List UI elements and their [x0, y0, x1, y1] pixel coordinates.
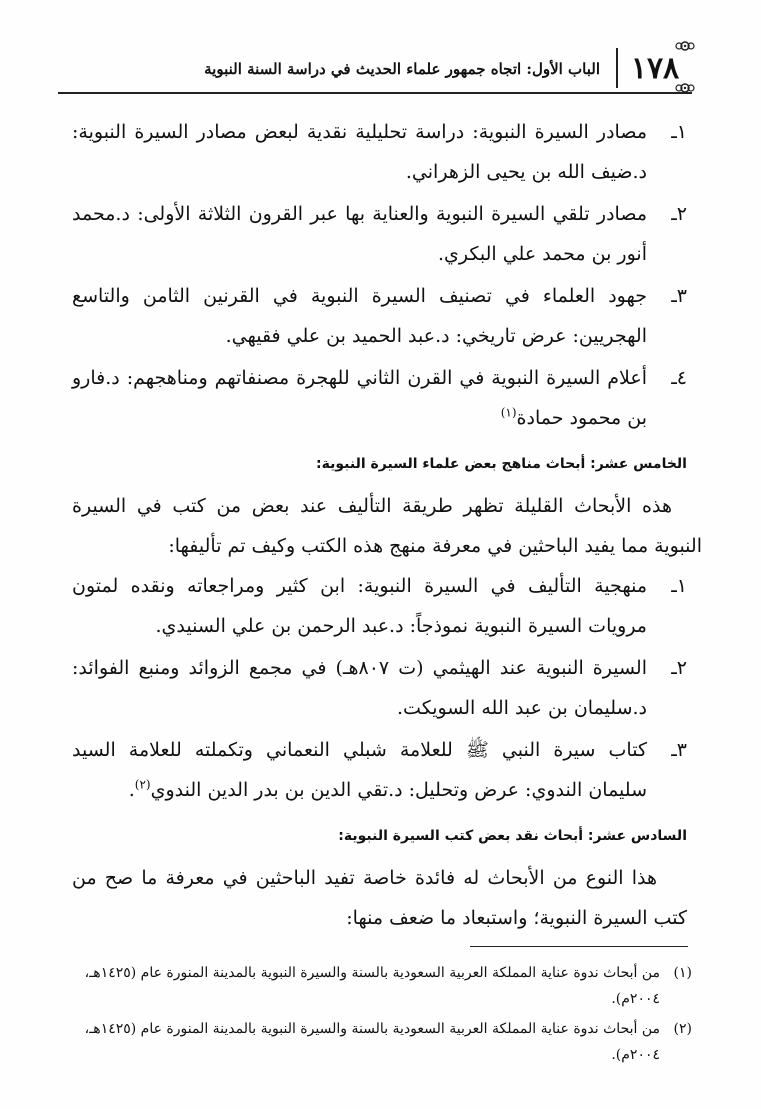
- footnote-text: من أبحاث ندوة عناية المملكة العربية السعودية بالسنة والسيرة النبوية بالمدينة المنورة عام (١٤٢٥هـ، ٢٠٠٤م).: [84, 965, 660, 1007]
- list-item: [72, 276, 687, 356]
- footnote-number: (٢): [673, 1021, 692, 1037]
- item-text: جهود العلماء في تصنيف السيرة النبوية في القرنين الثامن والتاسع الهجريين: عرض تاريخي: د.عبد الحميد بن علي فقيهي.: [72, 285, 647, 347]
- item-number: ٣ـ: [671, 739, 687, 761]
- item-tail: .: [128, 779, 135, 801]
- list-item: [72, 730, 687, 810]
- sources-list: [72, 112, 687, 438]
- footnote-ref: (١): [500, 405, 517, 420]
- item-number: ١ـ: [671, 575, 687, 597]
- footnote-text: من أبحاث ندوة عناية المملكة العربية السعودية بالسنة والسيرة النبوية بالمدينة المنورة عام (١٤٢٥هـ، ٢٠٠٤م).: [84, 1021, 660, 1063]
- section-intro: هذه الأبحاث القليلة تظهر طريقة التأليف عند بعض من كتب في السيرة النبوية مما يفيد الباحثين في معرفة منهج هذه الكتب وكيف تم تأليفها:: [72, 495, 702, 557]
- list-item: [72, 648, 687, 728]
- item-text: منهجية التأليف في السيرة النبوية: ابن كثير ومراجعاته ونقده لمتون مرويات السيرة النبوية نموذجاً: د.عبد الرحمن بن علي السنيدي.: [72, 575, 647, 637]
- footnote: [72, 960, 692, 1012]
- methods-list: [72, 566, 687, 810]
- item-number: ٣ـ: [671, 285, 687, 307]
- footnote-divider: [470, 946, 688, 947]
- section-heading: الخامس عشر: أبحاث مناهج بعض علماء السيرة النبوية:: [316, 456, 687, 472]
- footnote-ref: (٢): [134, 777, 151, 792]
- list-item: [72, 566, 687, 646]
- item-number: ٢ـ: [671, 203, 687, 225]
- item-number: ١ـ: [671, 121, 687, 143]
- footnotes: [72, 960, 692, 1072]
- section-intro: هذا النوع من الأبحاث له فائدة خاصة تفيد الباحثين في معرفة ما صح من كتب السيرة النبوية؛ واستبعاد ما ضعف منها:: [72, 867, 687, 929]
- item-text: كتاب سيرة النبي ﷺ للعلامة شبلي النعماني وتكملته للعلامة السيد سليمان الندوي: عرض وتحليل: د.تقي الدين بن بدر الدين الندوي: [72, 739, 647, 801]
- item-number: ٤ـ: [671, 367, 687, 389]
- page-number: ١٧٨: [616, 48, 692, 88]
- header-divider: [58, 92, 692, 94]
- section-heading: السادس عشر: أبحاث نقد بعض كتب السيرة النبوية:: [338, 828, 687, 844]
- item-text: مصادر السيرة النبوية: دراسة تحليلية نقدية لبعض مصادر السيرة النبوية: د.ضيف الله بن يحيى الزهراني.: [72, 121, 647, 183]
- list-item: [72, 194, 687, 274]
- list-item: [72, 358, 687, 438]
- item-text: السيرة النبوية عند الهيثمي (ت ٨٠٧هـ) في مجمع الزوائد ومنبع الفوائد: د.سليمان بن عبد الله السويكت.: [72, 657, 647, 719]
- item-number: ٢ـ: [671, 657, 687, 679]
- page-header: [58, 40, 692, 98]
- footnote-number: (١): [673, 965, 692, 981]
- list-item: [72, 112, 687, 192]
- footnote: [72, 1016, 692, 1068]
- item-text: أعلام السيرة النبوية في القرن الثاني للهجرة مصنفاتهم ومناهجهم: د.فارو بن محمود حمادة: [72, 367, 647, 429]
- item-text: مصادر تلقي السيرة النبوية والعناية بها عبر القرون الثلاثة الأولى: د.محمد أنور بن محمد علي البكري.: [72, 203, 647, 265]
- flower-ornament-icon: [674, 38, 696, 54]
- running-title: الباب الأول: اتجاه جمهور علماء الحديث في دراسة السنة النبوية: [204, 60, 600, 78]
- main-text: [72, 112, 702, 938]
